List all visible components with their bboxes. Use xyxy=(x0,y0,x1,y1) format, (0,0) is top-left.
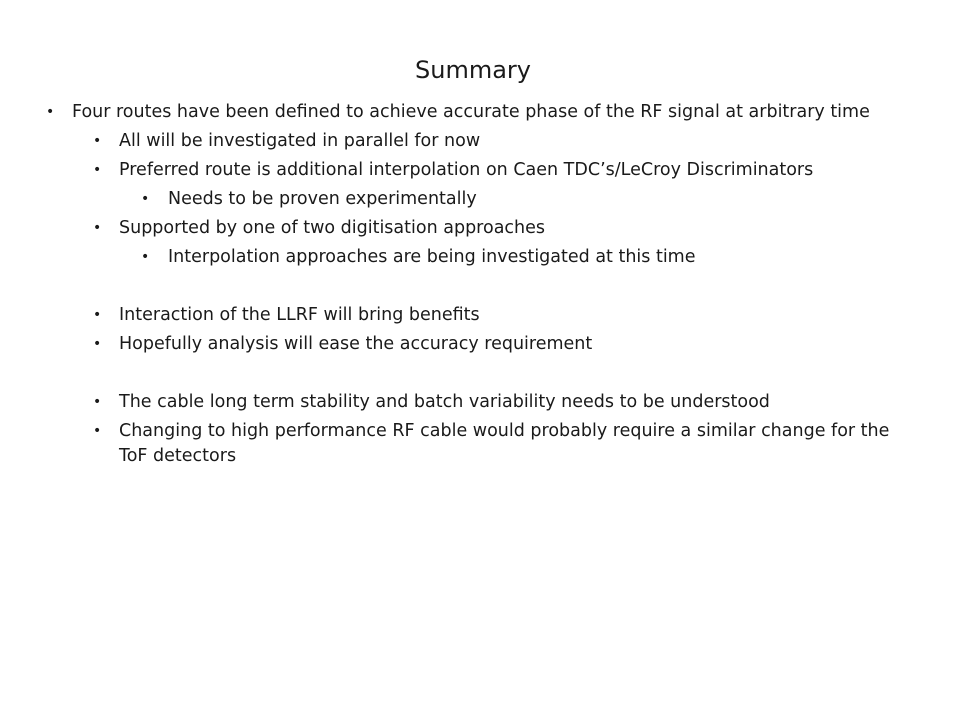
bullet-dot-icon: • xyxy=(93,307,102,323)
spacer xyxy=(0,361,960,390)
bullet-text: Changing to high performance RF cable would probably require a similar change for the ToF detectors xyxy=(119,421,890,466)
bullet-item xyxy=(0,303,960,328)
spacer xyxy=(0,274,960,303)
bullet-item xyxy=(0,187,960,212)
bullet-text: The cable long term stability and batch variability needs to be understood xyxy=(119,392,770,412)
bullet-item xyxy=(0,129,960,154)
bullet-dot-icon: • xyxy=(93,423,102,439)
bullet-dot-icon: • xyxy=(93,394,102,410)
bullet-text: Interpolation approaches are being investigated at this time xyxy=(168,247,696,267)
bullet-list xyxy=(0,100,960,473)
bullet-item xyxy=(0,158,960,183)
bullet-dot-icon: • xyxy=(93,336,102,352)
bullet-item xyxy=(0,100,960,125)
bullet-dot-icon: • xyxy=(46,104,55,120)
bullet-text: Preferred route is additional interpolation on Caen TDC’s/LeCroy Discriminators xyxy=(119,160,814,180)
bullet-item xyxy=(0,390,960,415)
bullet-item xyxy=(0,245,960,270)
bullet-dot-icon: • xyxy=(141,191,150,207)
bullet-text: Needs to be proven experimentally xyxy=(168,189,477,209)
bullet-item xyxy=(0,216,960,241)
bullet-item xyxy=(0,332,960,357)
bullet-text: Interaction of the LLRF will bring benefits xyxy=(119,305,480,325)
bullet-item xyxy=(0,419,960,469)
bullet-text: Four routes have been defined to achieve accurate phase of the RF signal at arbitrary time xyxy=(72,102,870,122)
bullet-dot-icon: • xyxy=(93,133,102,149)
bullet-dot-icon: • xyxy=(93,220,102,236)
bullet-text: Supported by one of two digitisation approaches xyxy=(119,218,546,238)
bullet-text: Hopefully analysis will ease the accuracy requirement xyxy=(119,334,593,354)
bullet-dot-icon: • xyxy=(93,162,102,178)
bullet-dot-icon: • xyxy=(141,249,150,265)
bullet-text: All will be investigated in parallel for now xyxy=(119,131,481,151)
slide-title: Summary xyxy=(415,56,531,84)
